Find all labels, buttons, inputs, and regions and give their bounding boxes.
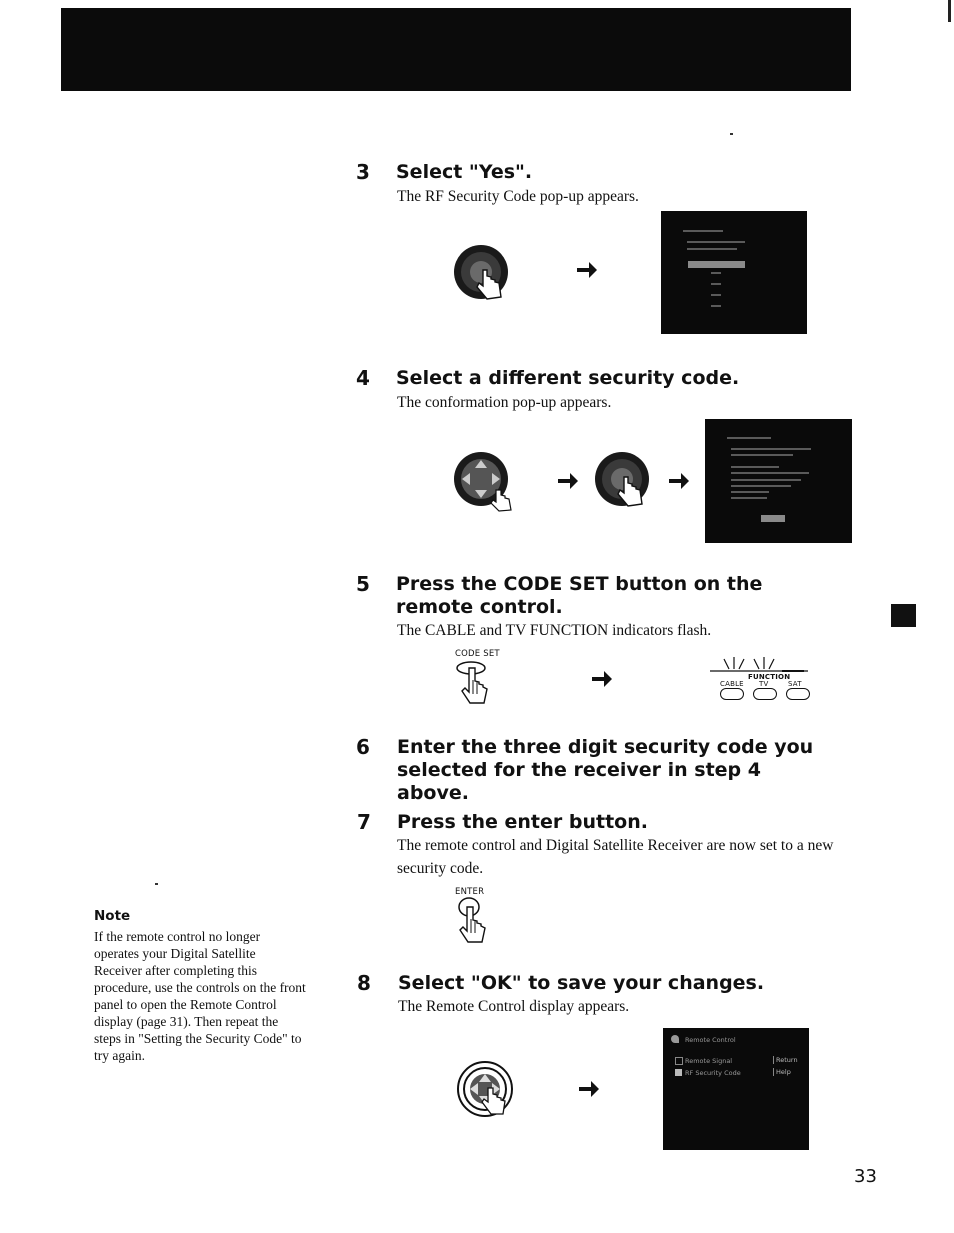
step-6-title: Enter the three digit security code you selected for the receiver in step 4 above. — [397, 736, 814, 804]
function-label: FUNCTION — [748, 673, 791, 681]
step-4-arrow-1-icon — [557, 472, 579, 490]
step-8-title: Select "OK" to save your changes. — [398, 972, 765, 994]
note-heading: Note — [94, 908, 131, 924]
help-button: Help — [773, 1068, 793, 1076]
step-3-arrow-icon — [576, 261, 598, 279]
cable-indicator — [720, 688, 744, 700]
tv-indicator — [753, 688, 777, 700]
remote-signal-item: Remote Signal — [685, 1057, 733, 1065]
step-3-number: 3 — [356, 160, 370, 184]
step-8-directional-pad-icon — [456, 1060, 522, 1125]
enter-label: ENTER — [455, 887, 485, 897]
step-6-number: 6 — [356, 735, 370, 759]
page-number: 33 — [854, 1166, 877, 1187]
note-body: If the remote control no longer operates your Digital Satellite Receiver after completing this procedure, use the controls on the front panel to open the Remote Control display (page 31). Then repeat the steps in "Setting the Security Code" to try again. — [94, 929, 306, 1063]
step-3-rf-security-popup-screen — [661, 211, 807, 334]
tv-label: TV — [759, 680, 769, 688]
remote-control-screen-title: Remote Control — [685, 1036, 736, 1044]
rf-security-code-item: RF Security Code — [685, 1069, 741, 1077]
step-5-number: 5 — [356, 572, 370, 596]
step-5-desc: The CABLE and TV FUNCTION indicators flash. — [397, 622, 712, 639]
step-8-arrow-icon — [578, 1080, 600, 1098]
function-indicator-panel — [708, 655, 838, 703]
step-3-title: Select "Yes". — [396, 161, 533, 183]
return-button: Return — [773, 1056, 800, 1064]
step-7-desc: The remote control and Digital Satellite Receiver are now set to a new security code. — [397, 837, 834, 877]
remote-control-screen-icon — [671, 1035, 679, 1043]
step-5-title: Press the CODE SET button on the remote control. — [396, 573, 763, 618]
step-3-press-button-icon — [453, 244, 513, 309]
step-5-arrow-icon — [591, 670, 613, 688]
step-7-number: 7 — [357, 810, 371, 834]
step-8-number: 8 — [357, 971, 371, 995]
step-4-directional-pad-icon — [452, 450, 518, 517]
enter-button-press-icon — [455, 897, 495, 954]
sat-indicator — [786, 688, 810, 700]
step-8-remote-control-screen — [663, 1028, 809, 1150]
step-4-desc: The conformation pop-up appears. — [397, 394, 612, 411]
step-4-number: 4 — [356, 366, 370, 390]
code-set-button-press-icon — [454, 660, 494, 717]
step-3-desc: The RF Security Code pop-up appears. — [397, 188, 639, 205]
header-bar — [61, 8, 851, 91]
cable-label: CABLE — [720, 680, 744, 688]
step-4-title: Select a different security code. — [396, 367, 740, 389]
step-4-arrow-2-icon — [668, 472, 690, 490]
step-4-press-button-icon — [594, 451, 654, 516]
step-8-desc: The Remote Control display appears. — [398, 998, 630, 1015]
scan-speck — [730, 133, 733, 135]
code-set-label: CODE SET — [455, 649, 500, 659]
section-tab-marker — [891, 604, 916, 627]
edge-mark — [948, 0, 951, 22]
sat-label: SAT — [788, 680, 802, 688]
step-7-title: Press the enter button. — [397, 811, 648, 833]
step-4-confirmation-popup-screen — [705, 419, 852, 543]
scan-speck — [155, 883, 158, 885]
